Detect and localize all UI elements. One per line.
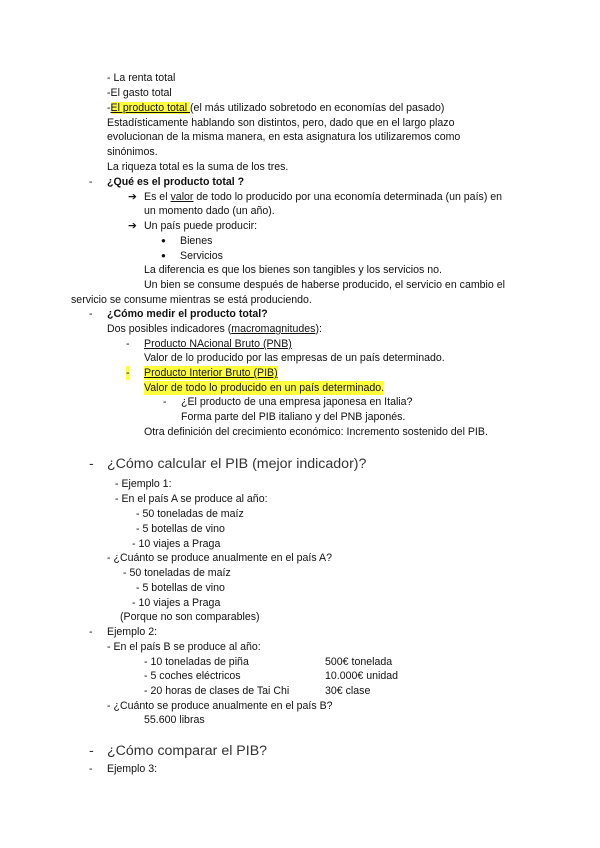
- dash-bullet: -: [89, 763, 93, 775]
- otra-definicion: Otra definición del crecimiento económico: Incremento sostenido del PIB.: [144, 426, 488, 438]
- pib-dash: -: [126, 367, 130, 379]
- viajes-2: - 10 viajes a Praga: [132, 597, 221, 609]
- def-post: de todo lo producido por una economía determinada (un país) en: [193, 191, 503, 203]
- definicion-line-1: [144, 190, 502, 204]
- heading-que-es-producto-total: ¿Qué es el producto total ?: [107, 176, 245, 188]
- coches: - 5 coches eléctricos: [144, 670, 241, 682]
- maiz-2: - 50 toneladas de maíz: [123, 567, 231, 579]
- dot-bullet-icon: ●: [161, 236, 166, 245]
- consume-line-2: servicio se consume mientras se está produciendo.: [71, 294, 312, 306]
- dash-bullet: -: [89, 626, 93, 638]
- estadisticamente-line-3: sinónimos.: [107, 146, 158, 158]
- gasto-total: -El gasto total: [107, 87, 172, 99]
- maiz: - 50 toneladas de maíz: [136, 508, 244, 520]
- heading-como-medir: ¿Cómo medir el producto total?: [107, 308, 268, 320]
- producto-note: (el más utilizado sobretodo en economías del pasado): [190, 102, 445, 114]
- viajes: - 10 viajes a Praga: [132, 538, 221, 550]
- servicios: Servicios: [180, 250, 223, 262]
- pais-b: - En el país B se produce al año:: [107, 641, 261, 653]
- definicion-line-2: un momento dado (un año).: [144, 205, 275, 217]
- producto-prefix: -: [107, 102, 111, 114]
- riqueza-total: La riqueza total es la suma de los tres.: [107, 161, 289, 173]
- question-japonesa: ¿El producto de una empresa japonesa en Italia?: [181, 396, 413, 408]
- def-valor: valor: [170, 191, 194, 203]
- dash-bullet: -: [163, 396, 167, 408]
- libras: 55.600 libras: [144, 714, 205, 726]
- pib-definition: Valor de todo lo producido en un país determinado.: [144, 382, 385, 394]
- dash-bullet: -: [89, 308, 93, 320]
- diferencia: La diferencia es que los bienes son tangibles y los servicios no.: [144, 264, 442, 276]
- ejemplo-2: Ejemplo 2:: [107, 626, 158, 638]
- indicadores-pre: Dos posibles indicadores (: [107, 323, 232, 335]
- bienes: Bienes: [180, 235, 213, 247]
- estadisticamente-line-2: evolucionan de la misma manera, en esta asignatura los utilizaremos como: [107, 131, 461, 143]
- clases: - 20 horas de clases de Tai Chi: [144, 685, 290, 697]
- coches-price: 10.000€ unidad: [325, 670, 399, 682]
- cuanto-pais-a: - ¿Cuánto se produce anualmente en el país A?: [107, 552, 332, 564]
- cuanto-pais-b: - ¿Cuánto se produce anualmente en el país B?: [107, 700, 333, 712]
- heading-como-calcular-pib: ¿Cómo calcular el PIB (mejor indicador)?: [107, 456, 367, 472]
- pina-price: 500€ tonelada: [325, 656, 393, 668]
- def-pre: Es el: [144, 191, 171, 203]
- pib-title: Producto Interior Bruto (PIB): [144, 367, 278, 379]
- pnb-title: Producto NAcional Bruto (PNB): [144, 338, 292, 350]
- ejemplo-1: - Ejemplo 1:: [115, 478, 172, 490]
- vino-2: - 5 botellas de vino: [136, 582, 225, 594]
- arrow-bullet-icon: ➔: [128, 220, 137, 232]
- dash-bullet: -: [126, 338, 130, 350]
- consume-line-1: Un bien se consume después de haberse producido, el servicio en cambio el: [144, 279, 505, 291]
- ejemplo-3: Ejemplo 3:: [107, 763, 158, 775]
- answer-pib-pnb: Forma parte del PIB italiano y del PNB japonés.: [181, 411, 406, 423]
- pnb-definition: Valor de lo producido por las empresas de un país determinado.: [144, 352, 445, 364]
- arrow-bullet-icon: ➔: [128, 191, 137, 203]
- pais-a: - En el país A se produce al año:: [115, 493, 268, 505]
- dash-bullet: -: [89, 176, 93, 188]
- pina: - 10 toneladas de piña: [144, 656, 249, 668]
- heading-como-comparar-pib: ¿Cómo comparar el PIB?: [107, 743, 268, 759]
- renta-total: - La renta total: [107, 72, 176, 84]
- clases-price: 30€ clase: [325, 685, 371, 697]
- dash-bullet: -: [89, 456, 94, 472]
- producto-total-highlight: El producto total: [110, 102, 191, 114]
- vino: - 5 botellas de vino: [136, 523, 225, 535]
- dash-bullet: -: [89, 743, 94, 759]
- macromagnitudes: macromagnitudes: [231, 323, 316, 335]
- indicadores: [107, 322, 322, 336]
- producto-total-line: [107, 101, 444, 115]
- dot-bullet-icon: ●: [161, 251, 166, 260]
- estadisticamente-line-1: Estadísticamente hablando son distintos, pero, dado que en el largo plazo: [107, 117, 455, 129]
- pais-puede-producir: Un país puede producir:: [144, 220, 258, 232]
- no-comparables: (Porque no son comparables): [120, 611, 260, 623]
- indicadores-post: ):: [315, 323, 322, 335]
